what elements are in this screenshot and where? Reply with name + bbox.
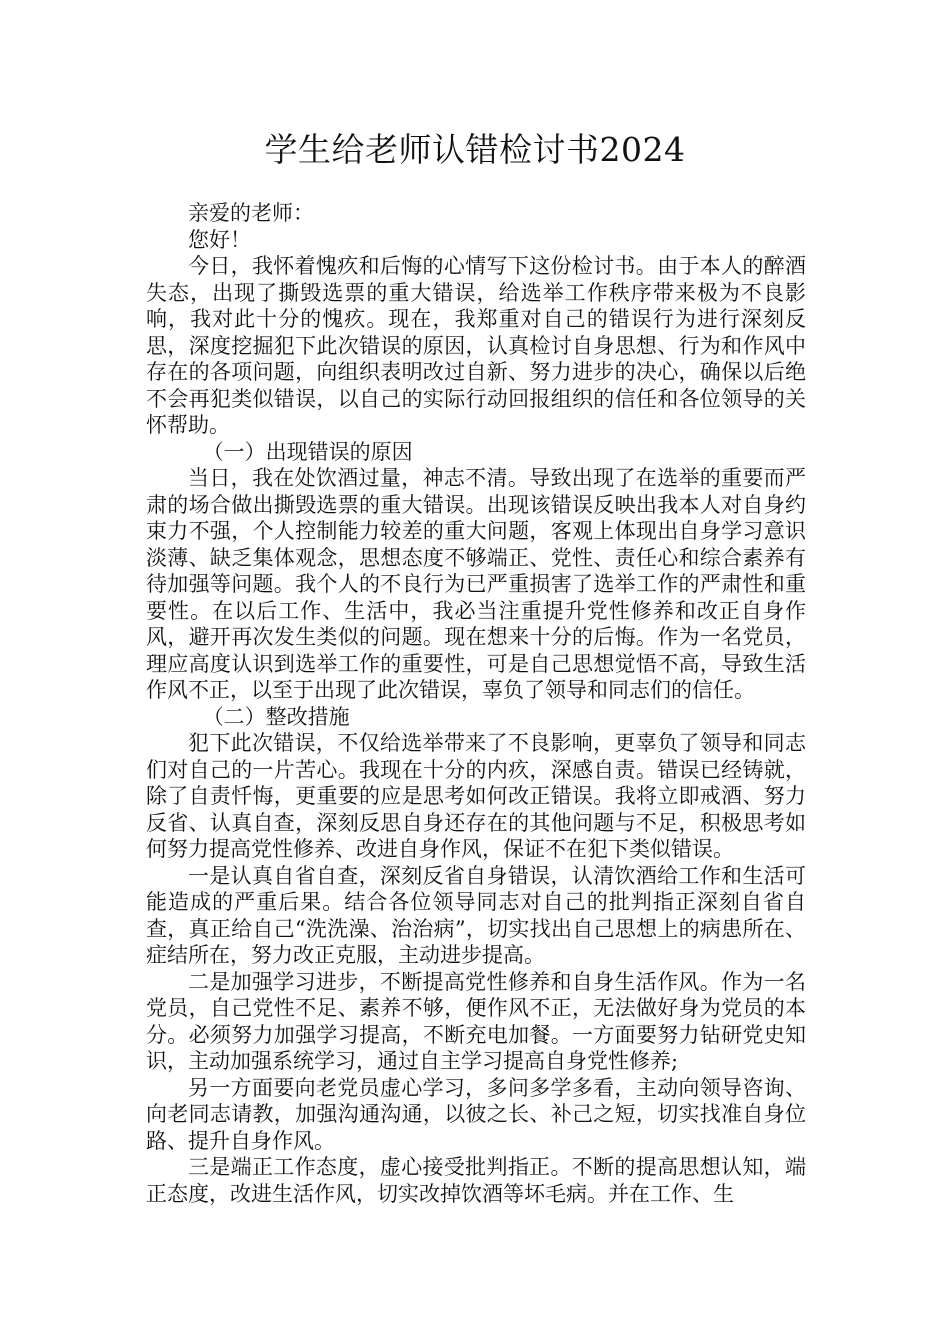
body-paragraph: 一是认真自省自查，深刻反省自身错误，认清饮酒给工作和生活可能造成的严重后果。结合各位领导同志对自己的批判指正深刻自省自查，真正给自己“洗洗澡、治治病”，切实找出自己思想上的病患所在、症结所在，努力改正克服，主动进步提高。	[146, 863, 806, 967]
salutation: 亲爱的老师：	[188, 201, 314, 225]
document-title: 学生给老师认错检讨书2024	[264, 130, 686, 169]
body-paragraph: 另一方面要向老党员虚心学习，多问多学多看，主动向领导咨询、向老同志请教，加强沟通沟通，以彼之长、补己之短，切实找准自身位路、提升自身作风。	[146, 1075, 806, 1153]
section-heading: （二）整改措施	[202, 704, 350, 729]
body-paragraph: 三是端正工作态度，虚心接受批判指正。不断的提高思想认知，端正态度，改进生活作风，切实改掉饮酒等坏毛病。并在工作、生	[146, 1155, 806, 1206]
body-paragraph: 犯下此次错误，不仅给选举带来了不良影响，更辜负了领导和同志们对自己的一片苦心。我现在十分的内疚，深感自责。错误已经铸就，除了自责忏悔，更重要的应是思考如何改正错误。我将立即戒酒、努力反省、认真自查，深刻反思自身还存在的其他问题与不足，积极思考如何努力提高党性修养、改进自身作风，保证不在犯下类似错误。	[146, 731, 806, 861]
body-paragraph: 今日，我怀着愧疚和后悔的心情写下这份检讨书。由于本人的醉酒失态，出现了撕毁选票的重大错误，给选举工作秩序带来极为不良影响，我对此十分的愧疚。现在，我郑重对自己的错误行为进行深刻反思，深度挖掘犯下此次错误的原因，认真检讨自身思想、行为和作风中存在的各项问题，向组织表明改过自新、努力进步的决心，确保以后绝不会再犯类似错误，以自己的实际行动回报组织的信任和各位领导的关怀帮助。	[146, 254, 806, 437]
section-heading: （一）出现错误的原因	[202, 439, 413, 464]
greeting: 您好！	[188, 227, 251, 252]
body-paragraph: 二是加强学习进步，不断提高党性修养和自身生活作风。作为一名党员，自己党性不足、素养不够，便作风不正，无法做好身为党员的本分。必须努力加强学习提高，不断充电加餐。一方面要努力钻研党史知识，主动加强系统学习，通过自主学习提高自身党性修养;	[146, 969, 806, 1073]
document-body	[146, 200, 806, 1207]
body-paragraph: 当日，我在处饮酒过量，神志不清。导致出现了在选举的重要而严肃的场合做出撕毁选票的重大错误。出现该错误反映出我本人对自身约束力不强，个人控制能力较差的重大问题，客观上体现出自身学习意识淡薄、缺乏集体观念，思想态度不够端正、党性、责任心和综合素养有待加强等问题。我个人的不良行为已严重损害了选举工作的严肃性和重要性。在以后工作、生活中，我必当注重提升党性修养和改正自身作风，避开再次发生类似的问题。现在想来十分的后悔。作为一名党员，理应高度认识到选举工作的重要性，可是自己思想觉悟不高，导致生活作风不正，以至于出现了此次错误，辜负了领导和同志们的信任。	[146, 466, 806, 702]
